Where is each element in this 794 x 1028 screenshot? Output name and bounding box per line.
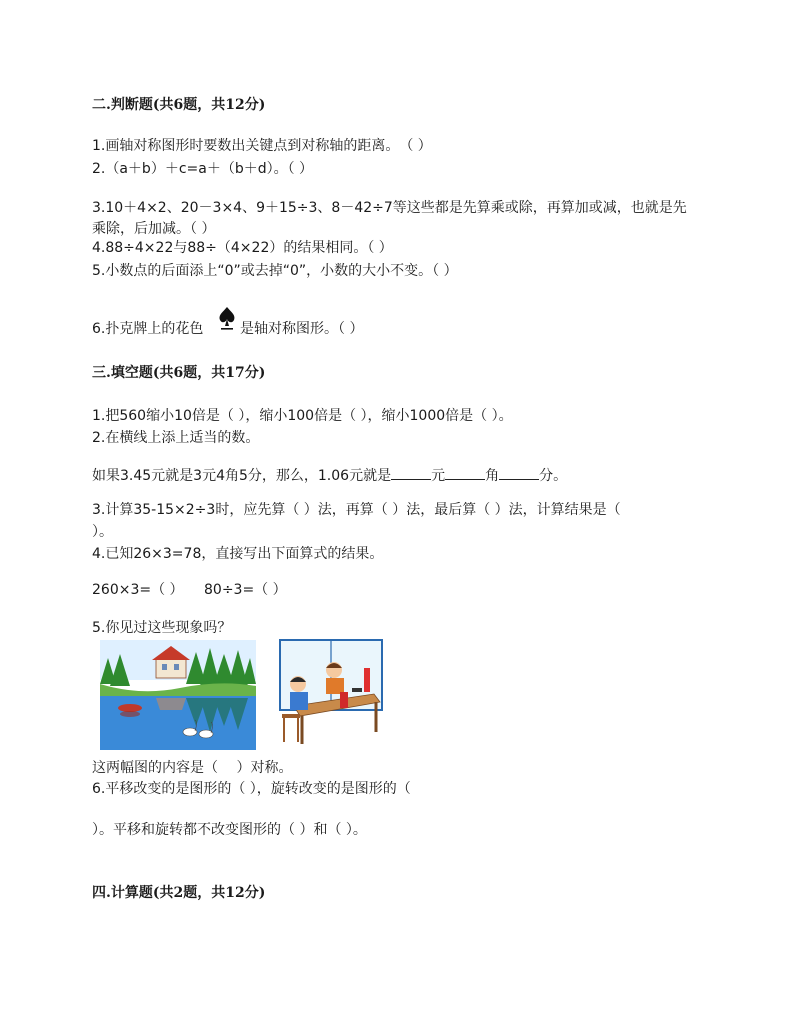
question-3-4-b: 80÷3=（ ） xyxy=(204,582,287,598)
question-2-3-line1: 3.10＋4×2、20－3×4、9＋15÷3、8－42÷7等这些都是先算乘或除，再算加或减，也就是先 xyxy=(92,200,687,216)
section-title-judgement: 二.判断题(共6题，共12分) xyxy=(92,97,266,113)
unit-yuan: 元 xyxy=(431,468,446,484)
unit-fen: 分。 xyxy=(539,468,568,484)
question-3-2: 2.在横线上添上适当的数。 xyxy=(92,430,260,446)
answer-blank-yuan[interactable] xyxy=(391,467,431,480)
spade-suit-icon xyxy=(217,305,237,331)
lake-reflection-picture xyxy=(100,640,256,750)
question-3-6-line2: ）。平移和旋转都不改变图形的（ ）和（ ）。 xyxy=(92,822,367,838)
question-3-5: 5.你见过这些现象吗？ xyxy=(92,620,232,636)
question-3-2-example xyxy=(92,467,567,485)
question-3-5-answer: 这两幅图的内容是（ ）对称。 xyxy=(92,760,293,776)
answer-blank-fen[interactable] xyxy=(499,467,539,480)
section-title-calculation: 四.计算题(共2题，共12分) xyxy=(92,885,266,901)
question-2-4: 4.88÷4×22与88÷（4×22）的结果相同。（ ） xyxy=(92,240,393,256)
question-2-6-before: 6.扑克牌上的花色 xyxy=(92,321,204,337)
question-3-4: 4.已知26×3=78，直接写出下面算式的结果。 xyxy=(92,546,384,562)
children-at-table-picture xyxy=(276,636,386,748)
question-3-3-line2: ）。 xyxy=(92,524,113,540)
section-title-fill-blank: 三.填空题(共6题，共17分) xyxy=(92,365,266,381)
question-3-6-line1: 6.平移改变的是图形的（ ），旋转改变的是图形的（ xyxy=(92,781,411,797)
question-2-1: 1.画轴对称图形时要数出关键点到对称轴的距离。 （ ） xyxy=(92,138,432,154)
question-2-6-after: 是轴对称图形。（ ） xyxy=(240,321,364,337)
unit-jiao: 角 xyxy=(485,468,500,484)
question-3-3-line1: 3.计算35-15×2÷3时，应先算（ ）法，再算（ ）法，最后算（ ）法，计算结果是（ xyxy=(92,502,621,518)
question-3-4-a: 260×3=（ ） xyxy=(92,582,184,598)
example-text: 如果3.45元就是3元4角5分，那么，1.06元就是 xyxy=(92,468,392,484)
question-2-3-line2: 乘除，后加减。（ ） xyxy=(92,221,216,237)
answer-blank-jiao[interactable] xyxy=(445,467,485,480)
question-2-5: 5.小数点的后面添上“0”或去掉“0”，小数的大小不变。（ ） xyxy=(92,263,458,279)
question-3-1: 1.把560缩小10倍是（ ），缩小100倍是（ ），缩小1000倍是（ ）。 xyxy=(92,408,513,424)
question-2-2: 2.（a＋b）＋c=a＋（b＋d）。（ ） xyxy=(92,161,314,177)
